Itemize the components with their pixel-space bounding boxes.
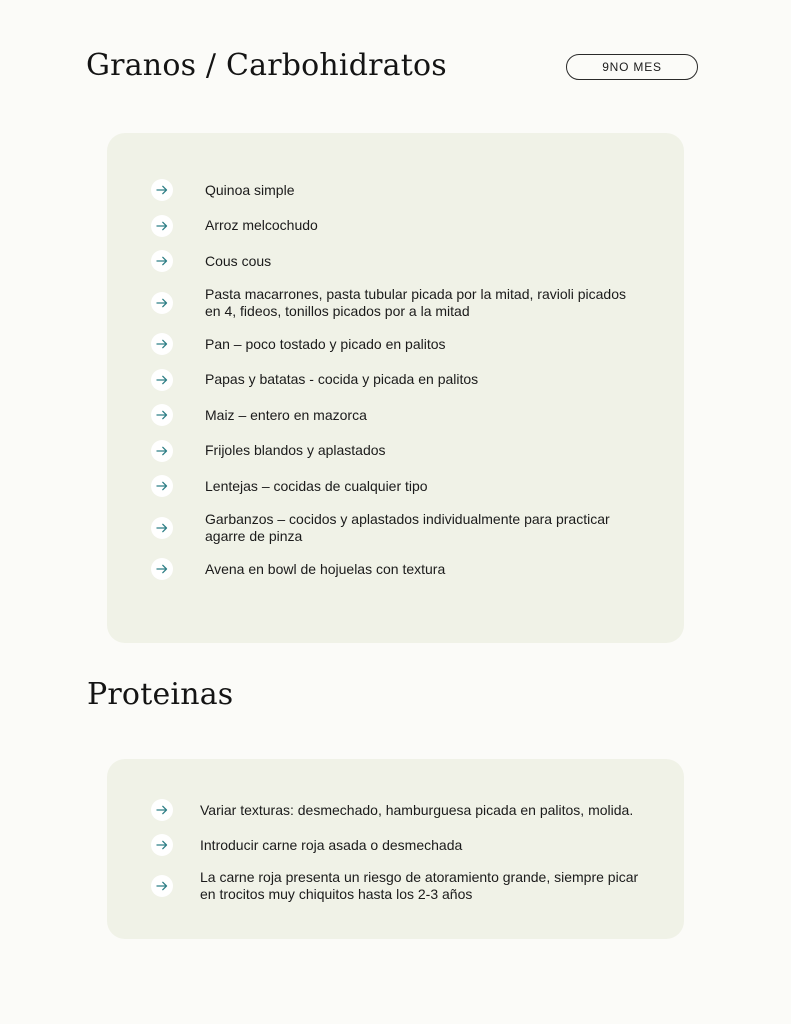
- list-item-text: Garbanzos – cocidos y aplastados individualmente para practicar agarre de pinza: [205, 510, 610, 544]
- list-item-text: Cous cous: [205, 252, 272, 269]
- list-item: [151, 250, 641, 272]
- list-item: [151, 215, 641, 237]
- arrow-right-icon: [151, 292, 173, 314]
- list-item-text: Papas y batatas - cocida y picada en palitos: [205, 371, 479, 387]
- arrow-right-icon: [151, 369, 173, 391]
- proteins-list: [151, 799, 651, 916]
- list-item: [151, 404, 641, 426]
- arrow-right-icon: [151, 517, 173, 539]
- list-item: [151, 558, 641, 580]
- arrow-right-icon: [151, 834, 173, 856]
- list-item-text: Avena en bowl de hojuelas con textura: [205, 560, 446, 577]
- grains-card: [107, 133, 684, 643]
- arrow-right-icon: [151, 215, 173, 237]
- list-item: [151, 333, 641, 355]
- list-item: [151, 440, 641, 462]
- list-item: [151, 869, 651, 903]
- arrow-right-icon: [151, 250, 173, 272]
- list-item-text: Frijoles blandos y aplastados: [205, 442, 386, 458]
- month-badge: 9NO MES: [566, 54, 698, 80]
- arrow-right-icon: [151, 333, 173, 355]
- arrow-right-icon: [151, 799, 173, 821]
- arrow-right-icon: [151, 404, 173, 426]
- list-item-text: Variar texturas: desmechado, hamburguesa picada en palitos, molida.: [200, 801, 634, 818]
- arrow-right-icon: [151, 875, 173, 897]
- section-title-grains: Granos / Carbohidratos: [86, 48, 447, 83]
- list-item: [151, 475, 641, 497]
- list-item-text: Maiz – entero en mazorca: [205, 406, 367, 423]
- arrow-right-icon: [151, 179, 173, 201]
- list-item: [151, 799, 651, 821]
- list-item: [151, 369, 641, 391]
- proteins-card: [107, 759, 684, 939]
- arrow-right-icon: [151, 558, 173, 580]
- list-item-text: Lentejas – cocidas de cualquier tipo: [205, 477, 428, 494]
- list-item: [151, 286, 641, 320]
- list-item-text: Quinoa simple: [205, 181, 295, 198]
- grains-list: [151, 179, 641, 594]
- list-item-text: Pan – poco tostado y picado en palitos: [205, 335, 446, 352]
- list-item: [151, 179, 641, 201]
- list-item-text: Pasta macarrones, pasta tubular picada por la mitad, ravioli picados en 4, fideos, tonillos picados por a la mitad: [205, 285, 626, 319]
- list-item: [151, 834, 651, 856]
- list-item-text: La carne roja presenta un riesgo de atoramiento grande, siempre picar en trocitos muy chiquitos hasta los 2-3 años: [200, 869, 639, 902]
- list-item-text: Introducir carne roja asada o desmechada: [200, 836, 463, 853]
- list-item: [151, 511, 641, 545]
- section-title-proteins: Proteinas: [87, 677, 234, 712]
- arrow-right-icon: [151, 475, 173, 497]
- arrow-right-icon: [151, 440, 173, 462]
- list-item-text: Arroz melcochudo: [205, 217, 318, 233]
